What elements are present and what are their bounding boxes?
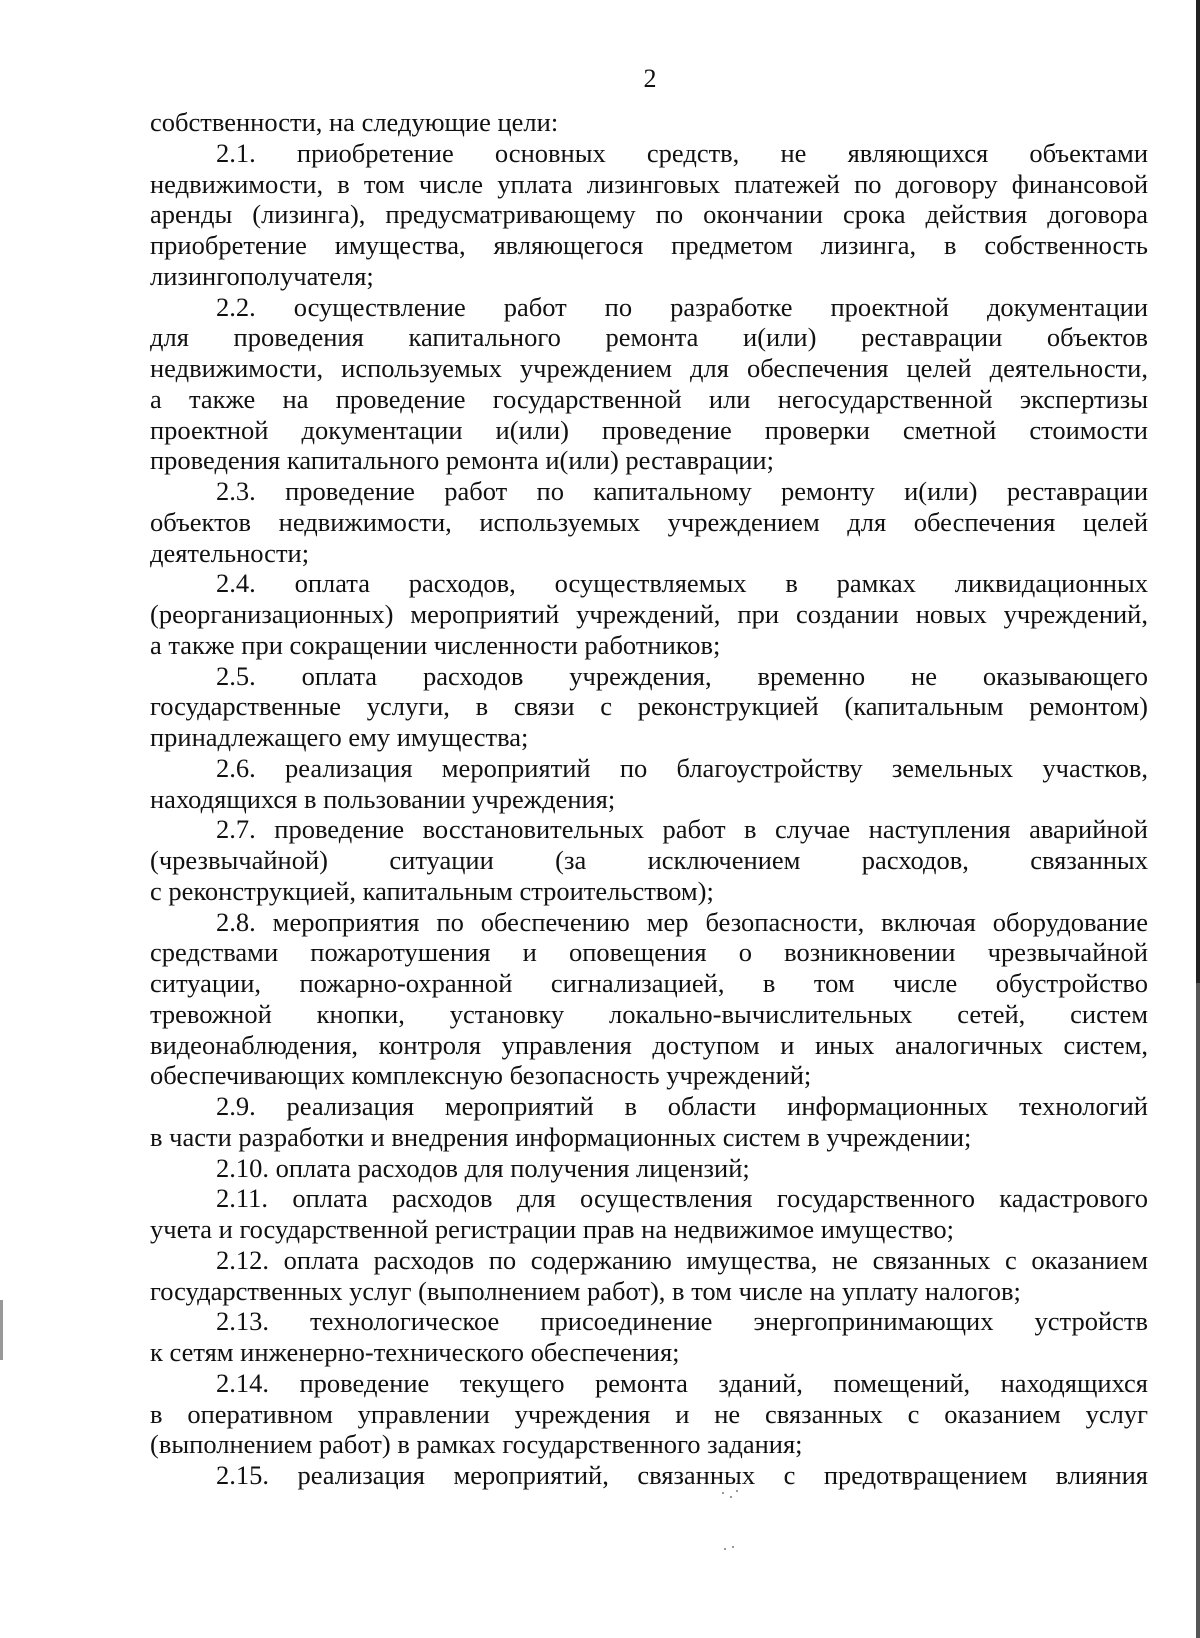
text-line: 2.14. проведение текущего ремонта зданий, помещений, находящихся bbox=[216, 1367, 1148, 1398]
text-line: 2.11. оплата расходов для осуществления государственного кадастрового bbox=[216, 1183, 1148, 1214]
text-line: 2.3. проведение работ по капитальному ремонту и(или) реставрации bbox=[216, 476, 1148, 506]
text-line: аренды (лизинга), предусматривающему по окончании срока действия договора bbox=[150, 199, 1148, 230]
page-number: 2 bbox=[643, 64, 657, 93]
text-line: тревожной кнопки, установку локально-вычислительных сетей, систем bbox=[150, 998, 1148, 1029]
text-line: недвижимости, в том числе уплата лизинговых платежей по договору финансовой bbox=[150, 168, 1148, 199]
text-line: 2.6. реализация мероприятий по благоустройству земельных участков, bbox=[216, 752, 1148, 783]
text-line: ситуации, пожарно-охранной сигнализацией, в том числе обустройство bbox=[150, 968, 1148, 998]
text-line: 2.4. оплата расходов, осуществляемых в рамках ликвидационных bbox=[216, 568, 1148, 599]
text-line: собственности, на следующие цели: bbox=[150, 107, 559, 137]
text-line: (реорганизационных) мероприятий учреждений, при создании новых учреждений, bbox=[150, 599, 1148, 629]
text-line: 2.15. реализация мероприятий, связанных с предотвращением влияния bbox=[216, 1460, 1148, 1490]
text-line: проектной документации и(или) проведение проверки сметной стоимости bbox=[150, 414, 1148, 445]
text-line: с реконструкцией, капитальным строительством); bbox=[150, 875, 714, 906]
text-line: 2.8. мероприятия по обеспечению мер безопасности, включая оборудование bbox=[216, 906, 1148, 937]
text-line: недвижимости, используемых учреждением для обеспечения целей деятельности, bbox=[150, 353, 1148, 383]
text-line: принадлежащего ему имущества; bbox=[150, 722, 529, 752]
text-line: государственные услуги, в связи с реконструкцией (капитальным ремонтом) bbox=[150, 691, 1148, 722]
text-line: к сетям инженерно-технического обеспечения; bbox=[150, 1337, 680, 1367]
text-line: 2.1. приобретение основных средств, не являющихся объектами bbox=[216, 137, 1148, 168]
text-line: в оперативном управлении учреждения и не связанных с оказанием услуг bbox=[150, 1398, 1148, 1429]
text-line: проведения капитального ремонта и(или) реставрации; bbox=[150, 445, 774, 476]
scan-edge-mark bbox=[1196, 0, 1200, 1638]
text-line: (выполнением работ) в рамках государственного задания; bbox=[150, 1429, 803, 1460]
text-line: для проведения капитального ремонта и(или) реставрации объектов bbox=[150, 322, 1148, 353]
text-line: находящихся в пользовании учреждения; bbox=[150, 783, 616, 814]
text-line: 2.12. оплата расходов по содержанию имущества, не связанных с оказанием bbox=[216, 1244, 1148, 1275]
text-line: видеонаблюдения, контроля управления доступом и иных аналогичных систем, bbox=[150, 1029, 1148, 1060]
text-line: приобретение имущества, являющегося предметом лизинга, в собственность bbox=[150, 230, 1148, 260]
text-line: (чрезвычайной) ситуации (за исключением расходов, связанных bbox=[150, 845, 1148, 875]
text-line: государственных услуг (выполнением работ), в том числе на уплату налогов; bbox=[150, 1275, 1021, 1306]
text-line: 2.13. технологическое присоединение энергопринимающих устройств bbox=[216, 1306, 1148, 1337]
text-line: а также на проведение государственной или негосударственной экспертизы bbox=[150, 383, 1148, 414]
scan-specks bbox=[720, 1490, 750, 1560]
document-body bbox=[150, 107, 1148, 1491]
text-line: 2.10. оплата расходов для получения лицензий; bbox=[216, 1152, 750, 1183]
text-line: лизингополучателя; bbox=[150, 260, 374, 291]
text-line: в части разработки и внедрения информационных систем в учреждении; bbox=[150, 1121, 972, 1152]
text-line: 2.9. реализация мероприятий в области информационных технологий bbox=[216, 1091, 1148, 1121]
text-line: деятельности; bbox=[150, 537, 310, 568]
text-line: 2.2. осуществление работ по разработке проектной документации bbox=[216, 291, 1148, 322]
scan-left-mark bbox=[0, 1300, 3, 1360]
text-line: обеспечивающих комплексную безопасность учреждений; bbox=[150, 1060, 812, 1091]
text-line: средствами пожаротушения и оповещения о возникновении чрезвычайной bbox=[150, 937, 1148, 968]
text-line: а также при сокращении численности работников; bbox=[150, 629, 721, 660]
text-line: 2.7. проведение восстановительных работ в случае наступления аварийной bbox=[216, 814, 1148, 845]
text-line: объектов недвижимости, используемых учреждением для обеспечения целей bbox=[150, 506, 1148, 537]
text-line: учета и государственной регистрации прав на недвижимое имущество; bbox=[150, 1214, 955, 1244]
text-line: 2.5. оплата расходов учреждения, временно не оказывающего bbox=[216, 660, 1148, 691]
